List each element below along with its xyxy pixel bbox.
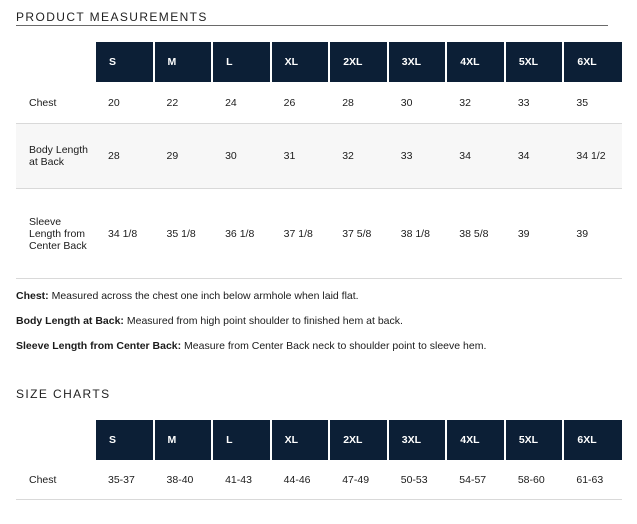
table-cell: 35-37 (95, 460, 154, 500)
size-header: S (95, 420, 154, 460)
note-text: Measured across the chest one inch below armhole when laid flat. (48, 290, 359, 302)
table-cell: 32 (329, 124, 388, 189)
table-cell: 32 (446, 82, 505, 124)
table-cell: 41-43 (212, 460, 271, 500)
note-text: Measured from high point shoulder to finished hem at back. (123, 315, 403, 327)
table-cell: 36 1/8 (212, 189, 271, 279)
table-cell: 28 (329, 82, 388, 124)
table-cell: 34 1/2 (563, 124, 622, 189)
table-cell: 35 (563, 82, 622, 124)
table-cell: 33 (505, 82, 564, 124)
table-cell: 38 5/8 (446, 189, 505, 279)
table-row (16, 82, 622, 124)
table-cell: 29 (154, 124, 213, 189)
table-row (16, 189, 622, 279)
table-cell: 50-53 (388, 460, 447, 500)
size-header: L (212, 42, 271, 82)
table-cell: 28 (95, 124, 154, 189)
size-charts-table (16, 420, 622, 500)
header-blank-cell (16, 420, 95, 460)
table-header-row (16, 420, 622, 460)
table-cell: 39 (563, 189, 622, 279)
table-cell: 30 (212, 124, 271, 189)
size-header: XL (271, 42, 330, 82)
table-cell: 34 (446, 124, 505, 189)
table-cell: 20 (95, 82, 154, 124)
table-cell: 54-57 (446, 460, 505, 500)
header-blank-cell (16, 42, 95, 82)
table-cell: 34 (505, 124, 564, 189)
size-header: 6XL (563, 42, 622, 82)
size-header: 3XL (388, 42, 447, 82)
measurement-note-body-length (16, 315, 403, 327)
size-header: S (95, 42, 154, 82)
size-charts-title: SIZE CHARTS (16, 387, 111, 401)
size-header: 2XL (329, 420, 388, 460)
table-cell: 31 (271, 124, 330, 189)
size-header: 5XL (505, 42, 564, 82)
table-cell: 26 (271, 82, 330, 124)
table-cell: 37 5/8 (329, 189, 388, 279)
measurement-note-chest (16, 290, 359, 302)
size-header: L (212, 420, 271, 460)
note-term: Chest: (16, 290, 49, 302)
table-cell: 35 1/8 (154, 189, 213, 279)
table-header-row (16, 42, 622, 82)
size-header: 4XL (446, 420, 505, 460)
size-header: 5XL (505, 420, 564, 460)
table-cell: 61-63 (563, 460, 622, 500)
product-measurements-table (16, 42, 622, 279)
table-cell: 38 1/8 (388, 189, 447, 279)
table-cell: 33 (388, 124, 447, 189)
section-divider (16, 25, 608, 26)
table-row (16, 124, 622, 189)
size-header: M (154, 420, 213, 460)
table-row (16, 460, 622, 500)
table-cell: 22 (154, 82, 213, 124)
table-cell: 58-60 (505, 460, 564, 500)
note-text: Measure from Center Back neck to shoulder point to sleeve hem. (181, 340, 487, 352)
product-measurements-title: PRODUCT MEASUREMENTS (16, 10, 208, 24)
note-term: Sleeve Length from Center Back: (16, 340, 182, 352)
measurement-note-sleeve-length (16, 340, 486, 352)
size-header: 6XL (563, 420, 622, 460)
note-term: Body Length at Back: (16, 315, 124, 327)
row-label: Sleeve Length from Center Back (16, 189, 95, 279)
size-header: 4XL (446, 42, 505, 82)
table-cell: 39 (505, 189, 564, 279)
size-header: XL (271, 420, 330, 460)
size-header: 2XL (329, 42, 388, 82)
table-cell: 44-46 (271, 460, 330, 500)
table-cell: 30 (388, 82, 447, 124)
table-cell: 24 (212, 82, 271, 124)
size-header: M (154, 42, 213, 82)
row-label: Chest (16, 82, 95, 124)
table-cell: 38-40 (154, 460, 213, 500)
size-header: 3XL (388, 420, 447, 460)
table-cell: 47-49 (329, 460, 388, 500)
row-label: Chest (16, 460, 95, 500)
table-cell: 34 1/8 (95, 189, 154, 279)
table-cell: 37 1/8 (271, 189, 330, 279)
row-label: Body Length at Back (16, 124, 95, 189)
